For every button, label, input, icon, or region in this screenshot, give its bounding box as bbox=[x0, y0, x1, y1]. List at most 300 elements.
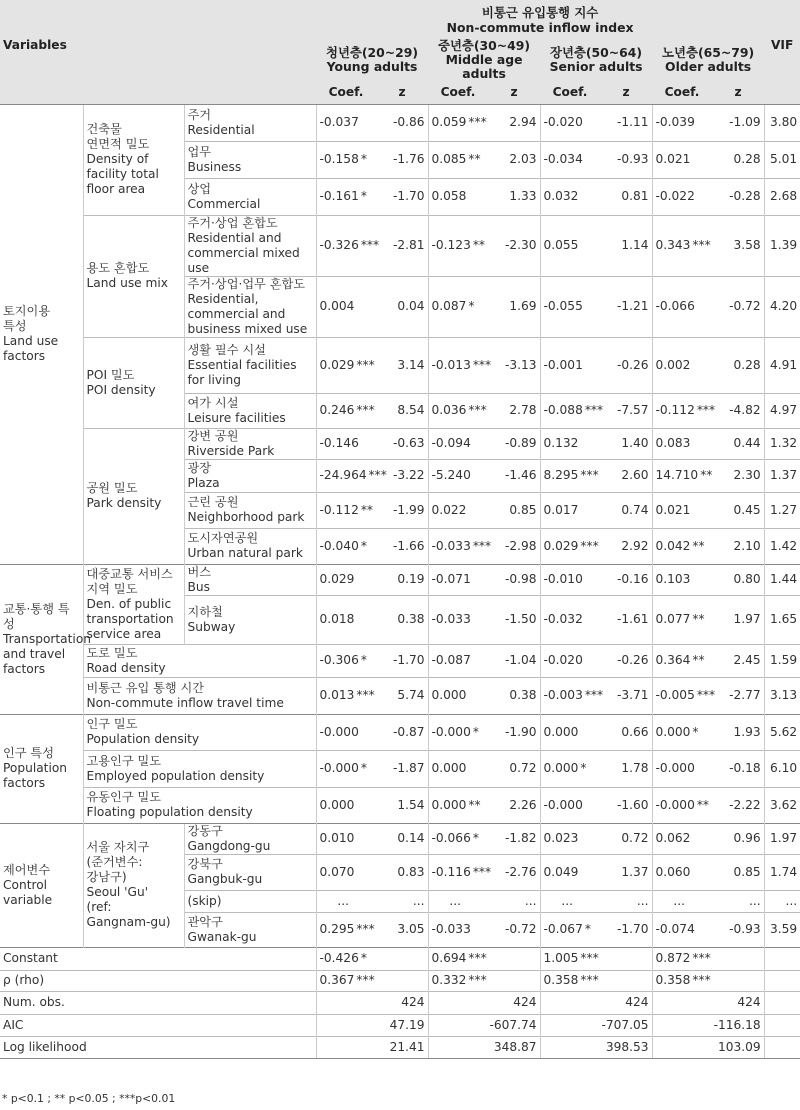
z-value: 0.38 bbox=[376, 595, 428, 644]
z-value: -0.86 bbox=[376, 104, 428, 141]
coef-value: -0.033 bbox=[431, 612, 471, 626]
stat-value: -116.18 bbox=[652, 1014, 764, 1036]
z-value: -1.76 bbox=[376, 141, 428, 178]
variable-label bbox=[83, 750, 316, 787]
coef-cell bbox=[316, 947, 376, 970]
coef-cell bbox=[652, 947, 712, 970]
significance-stars: *** bbox=[472, 864, 492, 879]
z-value: -7.57 bbox=[600, 393, 652, 428]
label-line: 강변 공원 bbox=[187, 428, 239, 443]
label-line: Essential facilities bbox=[187, 357, 297, 372]
coef-cell bbox=[428, 677, 488, 714]
label-line: transportation bbox=[86, 611, 174, 626]
coef-value: ... bbox=[561, 893, 574, 908]
empty-cell bbox=[764, 1036, 800, 1058]
significance-stars: *** bbox=[696, 403, 716, 417]
label-line: 주거·상업·업무 혼합도 bbox=[187, 276, 306, 291]
z-value: ... bbox=[488, 890, 540, 912]
label-line: 제어변수 bbox=[3, 862, 51, 877]
coef-value: 0.018 bbox=[319, 612, 355, 626]
coef-value: 14.710 bbox=[655, 468, 699, 482]
group-transit-density bbox=[83, 564, 184, 644]
label-line: 고용인구 밀도 bbox=[86, 753, 162, 768]
z-value: ... bbox=[600, 890, 652, 912]
variable-label bbox=[184, 564, 316, 595]
empty-cell bbox=[600, 970, 652, 991]
coef-cell bbox=[316, 890, 376, 912]
vif-value: 1.27 bbox=[764, 492, 800, 528]
coef-cell bbox=[540, 141, 600, 178]
table-row bbox=[0, 215, 800, 276]
label-line: 특성 bbox=[3, 319, 27, 333]
z-value: 3.05 bbox=[376, 912, 428, 947]
coef-value: 0.332 bbox=[431, 973, 467, 987]
z-value: 0.83 bbox=[376, 854, 428, 890]
coef-cell bbox=[652, 337, 712, 393]
significance-footnote: * p<0.1 ; ** p<0.05 ; ***p<0.01 bbox=[2, 1092, 176, 1105]
label-line: Park density bbox=[86, 496, 162, 510]
group-ko: 노년층(65~79) bbox=[662, 45, 755, 60]
coef-cell bbox=[540, 595, 600, 644]
coef-cell bbox=[316, 644, 376, 677]
z-value: 2.26 bbox=[488, 787, 540, 823]
coef-value: 0.021 bbox=[655, 502, 691, 517]
coef-value: -0.074 bbox=[655, 922, 695, 936]
coef-cell bbox=[540, 564, 600, 595]
stat-value: 21.41 bbox=[316, 1036, 428, 1058]
label-line: 업무 bbox=[187, 144, 212, 159]
z-value: 1.97 bbox=[712, 595, 764, 644]
label-line: 대중교통 서비스 bbox=[86, 566, 173, 581]
z-value: 0.04 bbox=[376, 276, 428, 337]
vif-value: 3.13 bbox=[764, 677, 800, 714]
group-ko: 중년층(30~49) bbox=[437, 38, 531, 53]
index-header bbox=[316, 0, 764, 39]
coef-cell bbox=[428, 644, 488, 677]
coef-cell bbox=[652, 564, 712, 595]
coef-header: Coef. bbox=[316, 81, 376, 104]
coef-cell bbox=[316, 459, 387, 492]
label-line: 토지이용 bbox=[3, 304, 51, 318]
coef-value: -0.000 bbox=[655, 797, 695, 812]
coef-value: ... bbox=[449, 893, 462, 908]
z-value: -0.18 bbox=[712, 750, 764, 787]
label-line: Gangdong-gu bbox=[187, 838, 271, 853]
z-value: -4.82 bbox=[712, 393, 764, 428]
coef-cell bbox=[428, 947, 488, 970]
coef-value: -24.964 bbox=[319, 468, 367, 482]
z-value: -1.90 bbox=[488, 714, 540, 750]
coef-cell bbox=[652, 823, 712, 854]
coef-cell bbox=[540, 787, 600, 823]
index-title-en: Non-commute inflow index bbox=[446, 19, 634, 35]
label-line: facility total bbox=[86, 167, 159, 181]
significance-stars: * bbox=[584, 922, 591, 936]
coef-value: 0.000 bbox=[319, 797, 355, 812]
significance-stars: * bbox=[472, 724, 479, 739]
variable-label bbox=[184, 337, 316, 393]
vif-value: 4.97 bbox=[764, 393, 800, 428]
z-value: -0.26 bbox=[600, 337, 652, 393]
significance-stars: ** bbox=[692, 538, 705, 553]
variable-label bbox=[184, 393, 316, 428]
vif-value: 1.39 bbox=[764, 215, 800, 276]
z-value: -2.98 bbox=[488, 528, 540, 564]
coef-cell bbox=[428, 823, 488, 854]
coef-value: 0.343 bbox=[655, 238, 691, 252]
coef-value: 0.000 bbox=[543, 761, 579, 775]
label-line: use bbox=[187, 260, 210, 275]
coef-value: 0.058 bbox=[431, 189, 467, 203]
stat-value: 424 bbox=[428, 991, 540, 1014]
significance-stars: ** bbox=[360, 502, 374, 517]
coef-value: 1.005 bbox=[543, 951, 579, 965]
z-header: z bbox=[376, 81, 428, 104]
z-value: 2.45 bbox=[712, 644, 764, 677]
z-value: -0.26 bbox=[600, 644, 652, 677]
table-row bbox=[0, 750, 800, 787]
coef-cell bbox=[652, 393, 716, 428]
z-value: 2.78 bbox=[488, 393, 540, 428]
coef-value: 0.083 bbox=[655, 436, 691, 450]
coef-value: -0.067 bbox=[543, 922, 583, 936]
coef-cell bbox=[316, 215, 380, 276]
label-line: service area bbox=[86, 626, 162, 641]
coef-value: -0.000 bbox=[319, 724, 359, 739]
coef-cell bbox=[428, 337, 492, 393]
significance-stars: *** bbox=[696, 688, 716, 702]
z-value: -0.28 bbox=[712, 178, 764, 215]
variable-label bbox=[184, 912, 316, 947]
label-line: 교통·통행 특성 bbox=[3, 601, 70, 631]
significance-stars: *** bbox=[580, 951, 599, 965]
coef-value: -0.000 bbox=[431, 724, 471, 739]
group-header-young bbox=[316, 39, 428, 81]
z-value: 0.44 bbox=[712, 428, 764, 459]
coef-cell bbox=[316, 276, 376, 337]
stat-value: 424 bbox=[540, 991, 652, 1014]
empty-cell bbox=[488, 947, 540, 970]
coef-value: -0.066 bbox=[431, 831, 471, 845]
significance-stars: *** bbox=[356, 403, 375, 417]
coef-cell bbox=[428, 276, 488, 337]
z-value: -2.76 bbox=[488, 854, 540, 890]
stat-value: 424 bbox=[316, 991, 428, 1014]
z-value: 3.14 bbox=[376, 337, 428, 393]
vif-value: 3.80 bbox=[764, 104, 800, 141]
z-header: z bbox=[712, 81, 764, 104]
coef-value: 0.029 bbox=[543, 538, 579, 553]
coef-value: 0.029 bbox=[319, 357, 355, 372]
label-line: (준거변수: bbox=[86, 855, 143, 869]
significance-stars: * bbox=[360, 951, 367, 965]
variable-label bbox=[184, 528, 316, 564]
coef-cell bbox=[316, 104, 376, 141]
z-value: 0.14 bbox=[376, 823, 428, 854]
z-value: 2.92 bbox=[600, 528, 652, 564]
coef-value: 0.010 bbox=[319, 831, 355, 845]
label-line: 도로 밀도 bbox=[86, 645, 138, 660]
significance-stars: * bbox=[360, 152, 367, 166]
label-line: 강남구) bbox=[86, 870, 127, 884]
label-line: Transportation bbox=[3, 631, 92, 646]
coef-cell bbox=[316, 564, 376, 595]
index-title-ko: 비통근 유입통행 지수 bbox=[481, 4, 599, 20]
coef-value: -0.146 bbox=[319, 436, 359, 450]
significance-stars: *** bbox=[472, 357, 492, 372]
stat-value: 47.19 bbox=[316, 1014, 428, 1036]
z-value: -1.50 bbox=[488, 595, 540, 644]
coef-value: -5.240 bbox=[431, 468, 471, 482]
summary-row-aic bbox=[0, 1014, 800, 1036]
coef-cell bbox=[316, 595, 376, 644]
coef-cell bbox=[316, 970, 376, 991]
coef-cell bbox=[652, 890, 712, 912]
variable-label bbox=[184, 276, 316, 337]
coef-cell bbox=[652, 276, 712, 337]
coef-value: 0.000 bbox=[431, 797, 467, 812]
label-line: commercial mixed bbox=[187, 245, 300, 260]
significance-stars: ** bbox=[696, 797, 710, 812]
significance-stars: *** bbox=[356, 688, 375, 702]
table-row bbox=[0, 714, 800, 750]
empty-cell bbox=[488, 970, 540, 991]
significance-stars: *** bbox=[368, 468, 387, 482]
label-line: 주거 bbox=[187, 107, 212, 122]
z-value: -1.21 bbox=[600, 276, 652, 337]
coef-value: 0.002 bbox=[655, 357, 691, 372]
coef-value: 0.042 bbox=[655, 538, 691, 553]
coef-value: -0.034 bbox=[543, 152, 583, 166]
label-line: and travel bbox=[3, 646, 66, 661]
stat-value: 398.53 bbox=[540, 1036, 652, 1058]
coef-value: 0.132 bbox=[543, 436, 579, 450]
coef-value: 0.017 bbox=[543, 502, 579, 517]
z-value: -0.89 bbox=[488, 428, 540, 459]
coef-value: -0.020 bbox=[543, 653, 583, 667]
group-header-middle bbox=[428, 39, 540, 81]
significance-stars: *** bbox=[692, 973, 711, 987]
z-value: -1.61 bbox=[600, 595, 652, 644]
coef-cell bbox=[316, 787, 376, 823]
coef-value: 0.295 bbox=[319, 922, 355, 936]
label-line: 광장 bbox=[187, 460, 212, 475]
coef-value: -0.055 bbox=[543, 299, 583, 313]
coef-value: -0.071 bbox=[431, 572, 471, 586]
coef-value: 0.036 bbox=[431, 403, 467, 417]
coef-value: -0.112 bbox=[319, 502, 359, 517]
variable-label bbox=[184, 823, 316, 854]
coef-cell bbox=[540, 823, 600, 854]
coef-cell bbox=[316, 912, 376, 947]
significance-stars: *** bbox=[468, 973, 487, 987]
z-value: -2.22 bbox=[712, 787, 764, 823]
z-value: ... bbox=[712, 890, 764, 912]
label-line: Road density bbox=[86, 660, 166, 675]
z-value: -1.09 bbox=[712, 104, 764, 141]
z-value: -0.16 bbox=[600, 564, 652, 595]
variable-label bbox=[83, 787, 316, 823]
coef-value: -0.112 bbox=[655, 403, 695, 417]
coef-cell bbox=[316, 492, 376, 528]
z-value: -1.11 bbox=[600, 104, 652, 141]
z-value: 0.28 bbox=[712, 337, 764, 393]
z-value: 0.96 bbox=[712, 823, 764, 854]
coef-value: 0.004 bbox=[319, 299, 355, 313]
coef-cell bbox=[428, 428, 488, 459]
significance-stars: *** bbox=[472, 538, 492, 553]
coef-cell bbox=[540, 947, 600, 970]
coef-value: 8.295 bbox=[543, 468, 579, 482]
label-line: Gangbuk-gu bbox=[187, 872, 263, 886]
vif-value: 1.42 bbox=[764, 528, 800, 564]
coef-cell bbox=[428, 750, 488, 787]
coef-value: 0.694 bbox=[431, 951, 467, 965]
significance-stars: * bbox=[360, 761, 367, 775]
coef-value: -0.161 bbox=[319, 189, 359, 203]
z-value: 2.10 bbox=[712, 528, 764, 564]
label-line: 인구 밀도 bbox=[86, 717, 138, 731]
label-line: 생활 필수 시설 bbox=[187, 342, 266, 357]
z-value: -3.71 bbox=[600, 677, 652, 714]
empty-cell bbox=[600, 947, 652, 970]
z-value: -1.99 bbox=[376, 492, 428, 528]
coef-cell bbox=[428, 595, 488, 644]
vif-value: 3.62 bbox=[764, 787, 800, 823]
z-value: 0.19 bbox=[376, 564, 428, 595]
table-row bbox=[0, 337, 800, 393]
variable-label bbox=[83, 644, 316, 677]
group-land-use-mix bbox=[83, 215, 184, 337]
label-line: POI 밀도 bbox=[86, 367, 135, 382]
z-value: -3.22 bbox=[376, 459, 428, 492]
coef-cell bbox=[428, 141, 488, 178]
z-value: 1.40 bbox=[600, 428, 652, 459]
z-value: -1.46 bbox=[488, 459, 540, 492]
z-value: 0.85 bbox=[488, 492, 540, 528]
vif-value: 5.01 bbox=[764, 141, 800, 178]
coef-cell bbox=[316, 337, 376, 393]
coef-cell bbox=[652, 459, 712, 492]
coef-cell bbox=[652, 970, 712, 991]
z-value: 1.78 bbox=[600, 750, 652, 787]
vif-value: 1.37 bbox=[764, 459, 800, 492]
empty-cell bbox=[764, 947, 800, 970]
table-row bbox=[0, 644, 800, 677]
coef-header: Coef. bbox=[540, 81, 600, 104]
coef-value: 0.032 bbox=[543, 189, 579, 203]
significance-stars: ** bbox=[468, 152, 481, 166]
coef-value: -0.039 bbox=[655, 115, 695, 129]
label-line: Subway bbox=[187, 619, 236, 634]
coef-cell bbox=[540, 215, 600, 276]
group-ko: 장년층(50~64) bbox=[549, 45, 643, 60]
coef-value: -0.005 bbox=[655, 688, 695, 702]
coef-cell bbox=[652, 215, 712, 276]
z-value: 3.58 bbox=[712, 215, 764, 276]
significance-stars: *** bbox=[584, 403, 604, 417]
z-value: 0.74 bbox=[600, 492, 652, 528]
label-line: Seoul 'Gu' bbox=[86, 885, 149, 899]
coef-value: 0.070 bbox=[319, 864, 355, 879]
coef-value: 0.000 bbox=[543, 724, 579, 739]
label-line: factors bbox=[3, 776, 46, 790]
label-line: Plaza bbox=[187, 475, 220, 490]
coef-cell bbox=[652, 178, 712, 215]
z-value: -1.66 bbox=[376, 528, 428, 564]
coef-value: -0.088 bbox=[543, 403, 583, 417]
z-value: -3.13 bbox=[488, 337, 540, 393]
coef-cell bbox=[540, 970, 600, 991]
significance-stars: *** bbox=[584, 688, 604, 702]
z-value: 0.72 bbox=[600, 823, 652, 854]
coef-cell bbox=[540, 890, 600, 912]
z-value: 1.69 bbox=[488, 276, 540, 337]
z-value: -0.72 bbox=[712, 276, 764, 337]
vif-value: 1.65 bbox=[764, 595, 800, 644]
coef-value: -0.000 bbox=[543, 797, 583, 812]
group-en: Older adults bbox=[665, 59, 752, 74]
table-row bbox=[0, 677, 800, 714]
coef-header: Coef. bbox=[428, 81, 488, 104]
coef-value: -0.022 bbox=[655, 189, 695, 203]
z-value: -1.60 bbox=[600, 787, 652, 823]
z-value: 2.94 bbox=[488, 104, 540, 141]
coef-cell bbox=[540, 492, 600, 528]
label-line: Gangnam-gu) bbox=[86, 915, 171, 929]
coef-cell bbox=[652, 428, 712, 459]
vif-value: 3.59 bbox=[764, 912, 800, 947]
z-value: 0.38 bbox=[488, 677, 540, 714]
coef-cell bbox=[540, 104, 600, 141]
category-population bbox=[0, 714, 83, 823]
significance-stars: * bbox=[580, 761, 587, 775]
variable-label bbox=[184, 492, 316, 528]
category-control bbox=[0, 823, 83, 947]
variable-label bbox=[184, 215, 316, 276]
z-value: 0.81 bbox=[600, 178, 652, 215]
z-value: 0.66 bbox=[600, 714, 652, 750]
coef-value: -0.306 bbox=[319, 653, 359, 667]
label-line: 주거·상업 혼합도 bbox=[187, 215, 278, 230]
label-line: (skip) bbox=[187, 893, 222, 908]
coef-value: -0.010 bbox=[543, 572, 583, 586]
z-value: 2.30 bbox=[712, 459, 764, 492]
label-line: Non-commute inflow travel time bbox=[86, 695, 284, 710]
coef-header: Coef. bbox=[652, 81, 712, 104]
z-value: 2.03 bbox=[488, 141, 540, 178]
summary-label: Log likelihood bbox=[0, 1036, 316, 1058]
coef-cell bbox=[540, 854, 600, 890]
coef-value: -0.020 bbox=[543, 115, 583, 129]
z-value: 1.14 bbox=[600, 215, 652, 276]
table-row bbox=[0, 428, 800, 459]
coef-value: -0.033 bbox=[431, 538, 471, 553]
significance-stars: *** bbox=[692, 951, 711, 965]
label-line: Leisure facilities bbox=[187, 410, 286, 425]
summary-row-constant bbox=[0, 947, 800, 970]
z-value: -2.77 bbox=[712, 677, 764, 714]
variable-label bbox=[184, 595, 316, 644]
table-row bbox=[0, 564, 800, 595]
significance-stars: *** bbox=[356, 357, 375, 372]
label-line: factors bbox=[3, 349, 46, 363]
coef-cell bbox=[652, 595, 712, 644]
summary-label: AIC bbox=[0, 1014, 316, 1036]
label-line: floor area bbox=[86, 182, 146, 196]
group-floor-area bbox=[83, 104, 184, 215]
coef-cell bbox=[316, 178, 376, 215]
